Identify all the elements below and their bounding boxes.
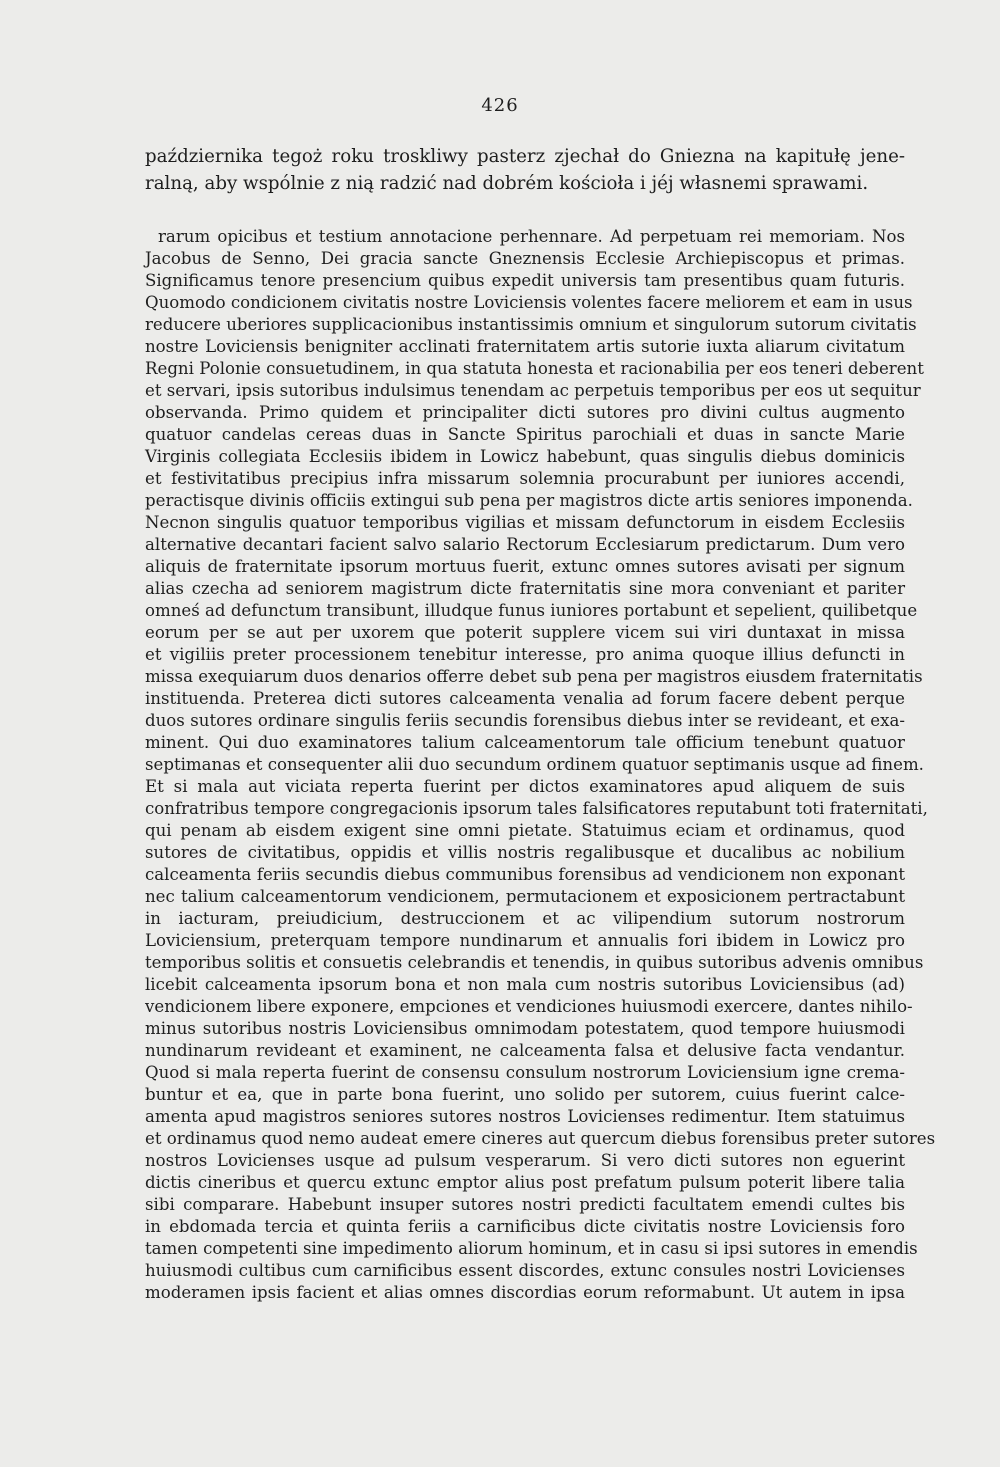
text-line: tamen competenti sine impedimento aliorum hominum, et in casu si ipsi sutores in emendis [145, 1239, 918, 1258]
text-line: septimanas et consequenter alii duo secundum ordinem quatuor septimanis usque ad finem. [145, 755, 924, 774]
text-line: nostros Lovicienses usque ad pulsum vesperarum. Si vero dicti sutores non eguerint [145, 1151, 905, 1170]
text-line: Jacobus de Senno, Dei gracia sancte Gneznensis Ecclesie Archiepiscopus et primas. [145, 249, 905, 268]
text-line: Loviciensium, preterquam tempore nundinarum et annualis fori ibidem in Lowicz pro [145, 931, 905, 950]
text-line: sibi comparare. Habebunt insuper sutores nostri predicti facultatem emendi cultes bis [145, 1195, 905, 1214]
text-line: sutores de civitatibus, oppidis et villis nostris regalibusque et ducalibus ac nobilium [145, 843, 905, 862]
text-line: et servari, ipsis sutoribus indulsimus tenendam ac perpetuis temporibus per eos ut sequitur [145, 381, 921, 400]
text-line: Regni Polonie consuetudinem, in qua statuta honesta et racionabilia per eos teneri deberent [145, 359, 924, 378]
text-line: et vigiliis preter processionem tenebitur interesse, pro anima quoque illius defuncti in [145, 645, 905, 664]
text-line: et festivitatibus precipius infra missarum solemnia procurabunt per iuniores accendi, [145, 469, 905, 488]
text-line: missa exequiarum duos denarios offerre debet sub pena per magistros eiusdem fraternitatis [145, 667, 923, 686]
text-line: października tegoż roku troskliwy pasterz zjechał do Gniezna na kapitułę jene- [145, 146, 905, 167]
text-line: temporibus solitis et consuetis celebrandis et tenendis, in quibus sutoribus advenis omnibus [145, 953, 924, 972]
text-line: duos sutores ordinare singulis feriis secundis forensibus diebus inter se revideant, et exa- [145, 711, 905, 730]
text-line: amenta apud magistros seniores sutores nostros Lovicienses redimentur. Item statuimus [145, 1107, 905, 1126]
text-line: nostre Loviciensis benigniter acclinati fraternitatem artis sutorie iuxta aliarum civitatum [145, 337, 905, 356]
text-line: in ebdomada tercia et quinta feriis a carnificibus dicte civitatis nostre Loviciensis foro [145, 1217, 905, 1236]
text-line: nundinarum revideant et examinent, ne calceamenta falsa et delusive facta vendantur. [145, 1041, 905, 1060]
text-line: vendicionem libere exponere, empciones et vendiciones huiusmodi exercere, dantes nihilo- [145, 997, 913, 1016]
text-line: reducere uberiores supplicacionibus instantissimis omnium et singulorum sutorum civitatis [145, 315, 917, 334]
text-line: calceamenta feriis secundis diebus communibus forensibus ad vendicionem non exponant [145, 865, 905, 884]
text-line: rarum opicibus et testium annotacione perhennare. Ad perpetuam rei memoriam. Nos [158, 227, 905, 246]
text-line: peractisque divinis officiis extingui sub pena per magistros dicte artis seniores imponenda. [145, 491, 913, 510]
text-line: aliquis de fraternitate ipsorum mortuus fuerit, extunc omnes sutores avisati per signum [145, 557, 905, 576]
text-line: Quomodo condicionem civitatis nostre Loviciensis volentes facere meliorem et eam in usus [145, 293, 913, 312]
text-line: instituenda. Preterea dicti sutores calceamenta venalia ad forum facere debent perque [145, 689, 905, 708]
text-line: ralną, aby wspólnie z nią radzić nad dobrém kościoła i jéj własnemi sprawami. [145, 173, 869, 194]
text-line: buntur et ea, que in parte bona fuerint, uno solido per sutorem, cuius fuerint calce- [145, 1085, 905, 1104]
text-line: alternative decantari facient salvo salario Rectorum Ecclesiarum predictarum. Dum vero [145, 535, 905, 554]
text-line: et ordinamus quod nemo audeat emere cineres aut quercum diebus forensibus preter sutores [145, 1129, 936, 1148]
text-line: dictis cineribus et quercu extunc emptor alius post prefatum pulsum poterit libere talia [145, 1173, 905, 1192]
text-line: Significamus tenore presencium quibus expedit universis tam presentibus quam futuris. [145, 271, 905, 290]
text-line: minus sutoribus nostris Loviciensibus omnimodam potestatem, quod tempore huiusmodi [145, 1019, 905, 1038]
text-line: Virginis collegiata Ecclesiis ibidem in Lowicz habebunt, quas singulis diebus dominicis [145, 447, 905, 466]
text-line: huiusmodi cultibus cum carnificibus essent discordes, extunc consules nostri Lovicienses [145, 1261, 905, 1280]
text-line: omneś ad defunctum transibunt, illudque funus iuniores portabunt et sepelient, quilibetque [145, 601, 918, 620]
text-line: quatuor candelas cereas duas in Sancte Spiritus parochiali et duas in sancte Marie [145, 425, 905, 444]
text-line: in iacturam, preiudicium, destruccionem et ac vilipendium sutorum nostrorum [145, 909, 905, 928]
text-line: Et si mala aut viciata reperta fuerint per dictos examinatores apud aliquem de suis [145, 777, 905, 796]
text-line: minent. Qui duo examinatores talium calceamentorum tale officium tenebunt quatuor [145, 733, 905, 752]
text-line: Quod si mala reperta fuerint de consensu consulum nostrorum Loviciensium igne crema- [145, 1063, 905, 1082]
text-line: qui penam ab eisdem exigent sine omni pietate. Statuimus eciam et ordinamus, quod [145, 821, 905, 840]
text-line: moderamen ipsis facient et alias omnes discordias eorum reformabunt. Ut autem in ipsa [145, 1283, 905, 1302]
text-line: eorum per se aut per uxorem que poterit supplere vicem sui viri duntaxat in missa [145, 623, 905, 642]
text-line: Necnon singulis quatuor temporibus vigilias et missam defunctorum in eisdem Ecclesiis [145, 513, 905, 532]
text-line: confratribus tempore congregacionis ipsorum tales falsificatores reputabunt toti fraternitati, [145, 799, 928, 818]
page-number: 426 [481, 95, 519, 116]
text-line: alias czecha ad seniorem magistrum dicte fraternitatis sine mora conveniant et pariter [145, 579, 905, 598]
text-line: nec talium calceamentorum vendicionem, permutacionem et exposicionem pertractabunt [145, 887, 905, 906]
text-line: observanda. Primo quidem et principaliter dicti sutores pro divini cultus augmento [145, 403, 905, 422]
text-line: licebit calceamenta ipsorum bona et non mala cum nostris sutoribus Loviciensibus (ad) [145, 975, 905, 994]
